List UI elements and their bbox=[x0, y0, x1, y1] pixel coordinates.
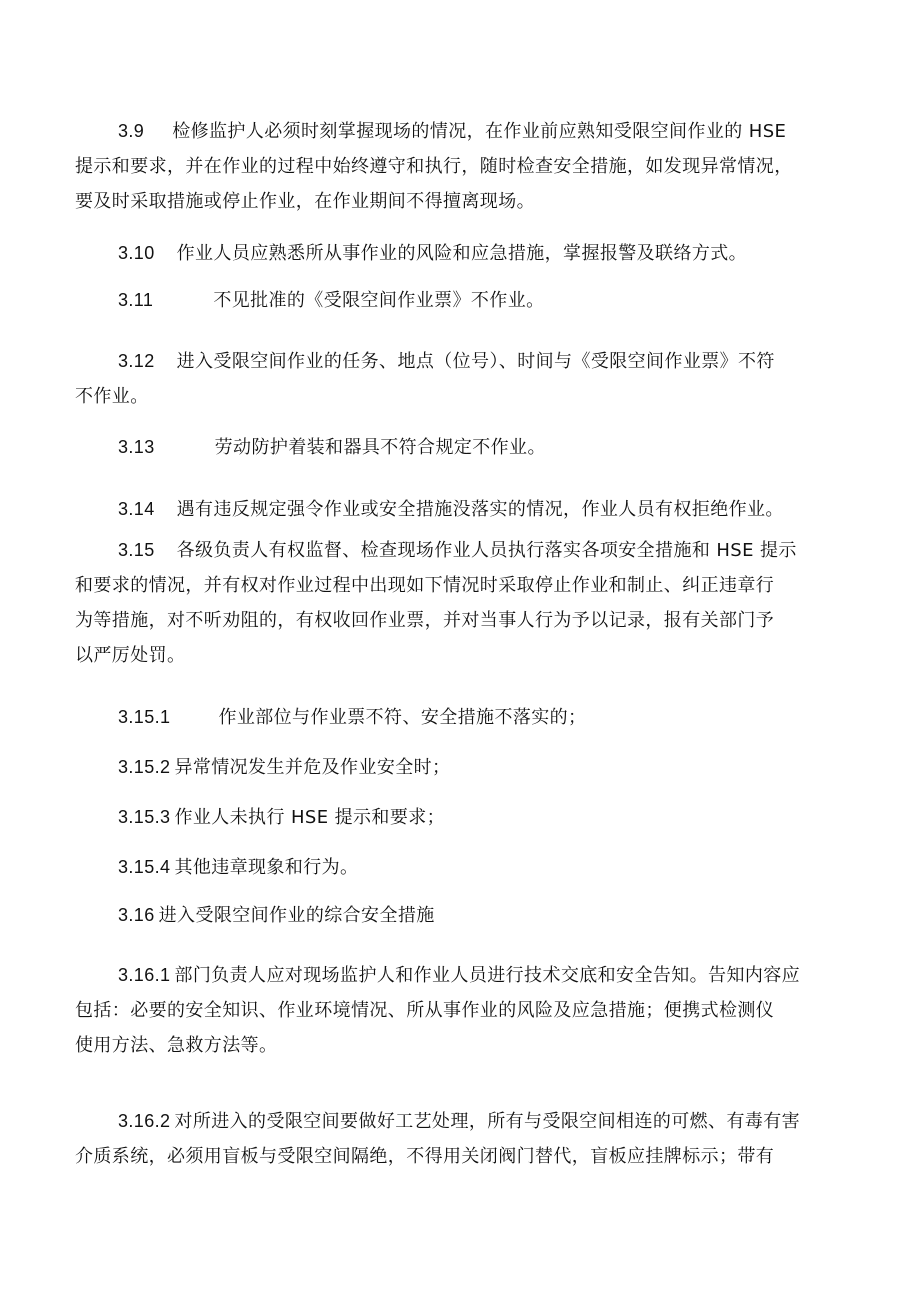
paragraph-3-16 bbox=[75, 898, 850, 933]
paragraph-3-9 bbox=[75, 114, 850, 219]
section-number: 3.16.1 bbox=[118, 965, 171, 985]
section-number: 3.9 bbox=[118, 121, 145, 141]
paragraph-text: 劳动防护着装和器具不符合规定不作业。 bbox=[214, 437, 546, 458]
paragraph-text: 进入受限空间作业的任务、地点（位号）、时间与《受限空间作业票》不符 bbox=[176, 351, 775, 372]
paragraph-text: 提示和要求，并在作业的过程中始终遵守和执行，随时检查安全措施，如发现异常情况， bbox=[75, 156, 793, 177]
paragraph-text: 不见批准的《受限空间作业票》不作业。 bbox=[213, 290, 545, 311]
paragraph-text: 作业部位与作业票不符、安全措施不落实的； bbox=[218, 707, 587, 728]
paragraph-3-15-4 bbox=[75, 850, 850, 885]
paragraph-text: 作业人员应熟悉所从事作业的风险和应急措施，掌握报警及联络方式。 bbox=[176, 243, 748, 264]
paragraph-3-16-2 bbox=[75, 1104, 850, 1174]
paragraph-text: 以严厉处罚。 bbox=[75, 645, 186, 666]
paragraph-text: 其他违章现象和行为。 bbox=[174, 857, 359, 878]
paragraph-text: 异常情况发生并危及作业安全时； bbox=[174, 757, 451, 778]
paragraph-3-15-2 bbox=[75, 750, 850, 785]
paragraph-text: 不作业。 bbox=[75, 386, 149, 407]
paragraph-text: 作业人未执行 HSE 提示和要求； bbox=[174, 807, 446, 828]
section-number: 3.11 bbox=[118, 290, 154, 310]
paragraph-3-15 bbox=[75, 533, 850, 673]
section-number: 3.10 bbox=[118, 243, 155, 263]
paragraph-text: 进入受限空间作业的综合安全措施 bbox=[158, 905, 435, 926]
paragraph-text: 和要求的情况，并有权对作业过程中出现如下情况时采取停止作业和制止、纠正违章行 bbox=[75, 575, 775, 596]
section-number: 3.15.4 bbox=[118, 857, 171, 877]
paragraph-3-14 bbox=[75, 492, 850, 527]
section-number: 3.13 bbox=[118, 437, 155, 457]
section-number: 3.15.2 bbox=[118, 757, 171, 777]
paragraph-text: 要及时采取措施或停止作业，在作业期间不得擅离现场。 bbox=[75, 191, 535, 212]
paragraph-3-15-3 bbox=[75, 800, 850, 835]
paragraph-3-12 bbox=[75, 344, 850, 414]
paragraph-3-16-1 bbox=[75, 958, 850, 1063]
section-number: 3.12 bbox=[118, 351, 155, 371]
paragraph-text: 部门负责人应对现场监护人和作业人员进行技术交底和安全告知。告知内容应 bbox=[174, 965, 801, 986]
section-number: 3.15.3 bbox=[118, 807, 171, 827]
paragraph-text: 介质系统，必须用盲板与受限空间隔绝，不得用关闭阀门替代，盲板应挂牌标示；带有 bbox=[75, 1146, 775, 1167]
section-number: 3.16.2 bbox=[118, 1111, 171, 1131]
paragraph-3-10 bbox=[75, 236, 850, 271]
paragraph-3-11 bbox=[75, 283, 850, 318]
section-number: 3.14 bbox=[118, 499, 155, 519]
paragraph-3-15-1 bbox=[75, 700, 850, 735]
paragraph-text: 检修监护人必须时刻掌握现场的情况，在作业前应熟知受限空间作业的 HSE bbox=[172, 121, 787, 142]
paragraph-3-13 bbox=[75, 430, 850, 465]
paragraph-text: 各级负责人有权监督、检查现场作业人员执行落实各项安全措施和 HSE 提示 bbox=[176, 540, 797, 561]
paragraph-text: 对所进入的受限空间要做好工艺处理，所有与受限空间相连的可燃、有毒有害 bbox=[174, 1111, 801, 1132]
section-number: 3.15 bbox=[118, 540, 155, 560]
paragraph-text: 包括：必要的安全知识、作业环境情况、所从事作业的风险及应急措施；便携式检测仪 bbox=[75, 1000, 775, 1021]
paragraph-text: 遇有违反规定强令作业或安全措施没落实的情况，作业人员有权拒绝作业。 bbox=[176, 499, 784, 520]
paragraph-text: 为等措施，对不听劝阻的，有权收回作业票，并对当事人行为予以记录，报有关部门予 bbox=[75, 610, 775, 631]
section-number: 3.16 bbox=[118, 905, 155, 925]
paragraph-text: 使用方法、急救方法等。 bbox=[75, 1035, 278, 1056]
section-number: 3.15.1 bbox=[118, 707, 171, 727]
